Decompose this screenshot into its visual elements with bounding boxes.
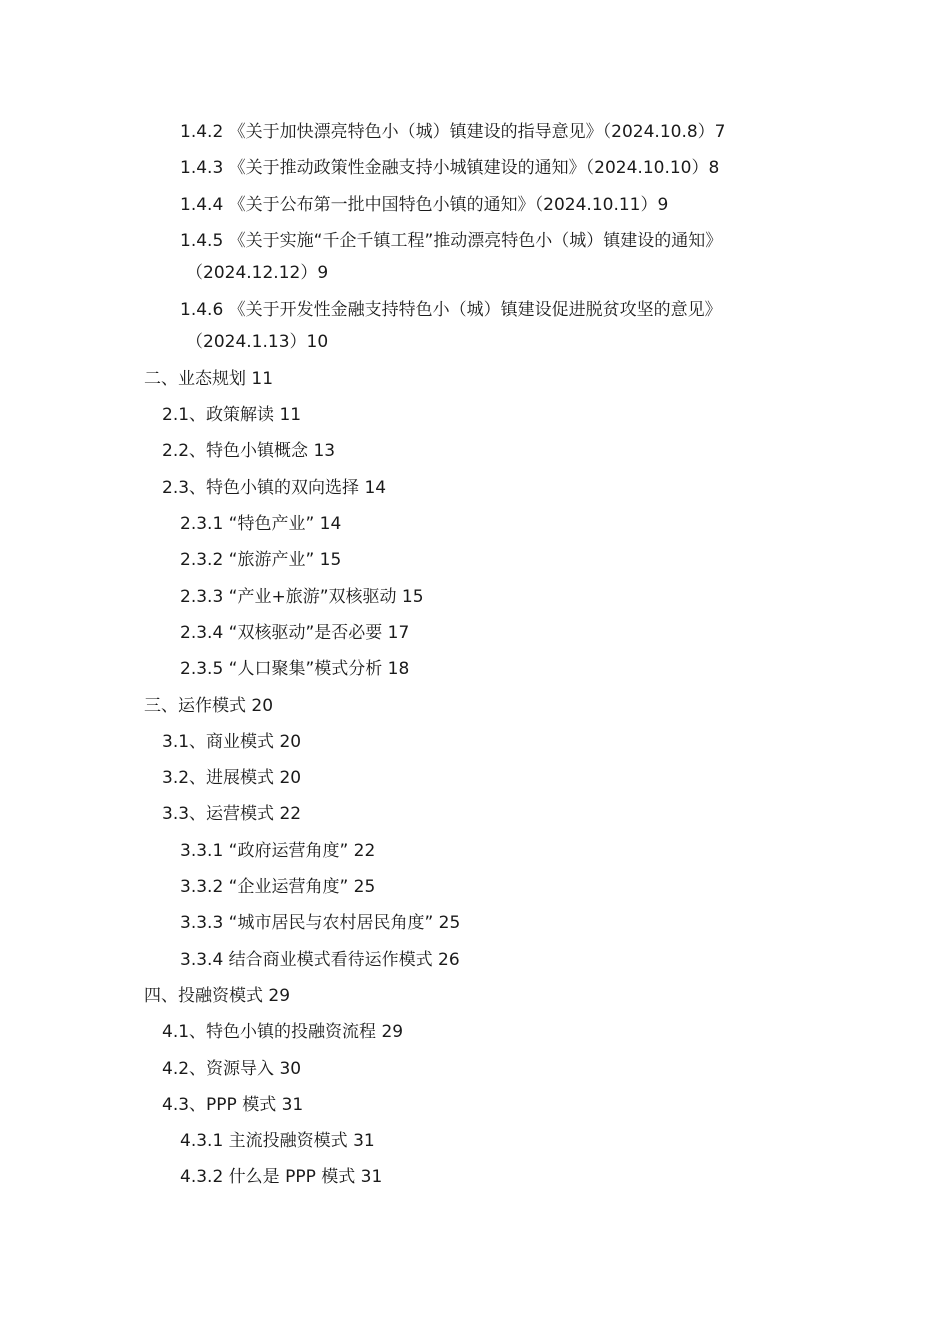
toc-entry-3-3-3[interactable]: 3.3.3 “城市居民与农村居民角度” 25: [180, 913, 461, 934]
toc-entry-2-3-5[interactable]: 2.3.5 “人口聚集”模式分析 18: [180, 659, 410, 680]
toc-entry-3-3-1[interactable]: 3.3.1 “政府运营角度” 22: [180, 840, 376, 861]
toc-entry-3-3-4[interactable]: 3.3.4 结合商业模式看待运作模式 26: [180, 949, 460, 970]
toc-section-2-3[interactable]: 2.3、特色小镇的双向选择 14: [162, 477, 387, 498]
toc-entry-1-4-5[interactable]: 1.4.5 《关于实施“千企千镇工程”推动漂亮特色小（城）镇建设的通知》 （2024.12.12）9: [0, 227, 950, 287]
toc-section-2-2[interactable]: 2.2、特色小镇概念 13: [162, 441, 336, 462]
toc-chapter-2[interactable]: 二、业态规划 11: [144, 368, 274, 389]
toc-entry-1-4-2[interactable]: 1.4.2 《关于加快漂亮特色小（城）镇建设的指导意见》（2024.10.8）7: [180, 122, 726, 142]
table-of-contents: [0, 118, 950, 1200]
toc-section-4-1[interactable]: 4.1、特色小镇的投融资流程 29: [162, 1022, 404, 1043]
toc-entry-2-3-4[interactable]: 2.3.4 “双核驱动”是否必要 17: [180, 622, 410, 643]
toc-entry-continuation: （2024.12.12）9: [186, 262, 329, 283]
toc-entry-1-4-6[interactable]: 1.4.6 《关于开发性金融支持特色小（城）镇建设促进脱贫攻坚的意见》 （2024.1.13）10: [0, 296, 950, 356]
toc-entry-2-3-1[interactable]: 2.3.1 “特色产业” 14: [180, 514, 342, 535]
toc-entry-4-3-1[interactable]: 4.3.1 主流投融资模式 31: [180, 1131, 375, 1152]
toc-entry-4-3-2[interactable]: 4.3.2 什么是 PPP 模式 31: [180, 1167, 383, 1188]
toc-section-3-2[interactable]: 3.2、进展模式 20: [162, 768, 302, 789]
toc-entry-continuation: （2024.1.13）10: [186, 331, 329, 352]
toc-section-4-3[interactable]: 4.3、PPP 模式 31: [162, 1094, 304, 1115]
toc-section-2-1[interactable]: 2.1、政策解读 11: [162, 405, 302, 426]
toc-entry-1-4-3[interactable]: 1.4.3 《关于推动政策性金融支持小城镇建设的通知》（2024.10.10）8: [180, 158, 720, 179]
toc-entry-3-3-2[interactable]: 3.3.2 “企业运营角度” 25: [180, 877, 376, 898]
toc-entry-2-3-3[interactable]: 2.3.3 “产业+旅游”双核驱动 15: [180, 586, 424, 607]
toc-chapter-3[interactable]: 三、运作模式 20: [144, 695, 274, 716]
toc-section-4-2[interactable]: 4.2、资源导入 30: [162, 1058, 302, 1079]
toc-chapter-4[interactable]: 四、投融资模式 29: [144, 985, 291, 1006]
toc-entry-2-3-2[interactable]: 2.3.2 “旅游产业” 15: [180, 550, 342, 571]
toc-entry-1-4-4[interactable]: 1.4.4 《关于公布第一批中国特色小镇的通知》（2024.10.11）9: [180, 194, 669, 215]
toc-section-3-3[interactable]: 3.3、运营模式 22: [162, 804, 302, 825]
toc-section-3-1[interactable]: 3.1、商业模式 20: [162, 731, 302, 752]
